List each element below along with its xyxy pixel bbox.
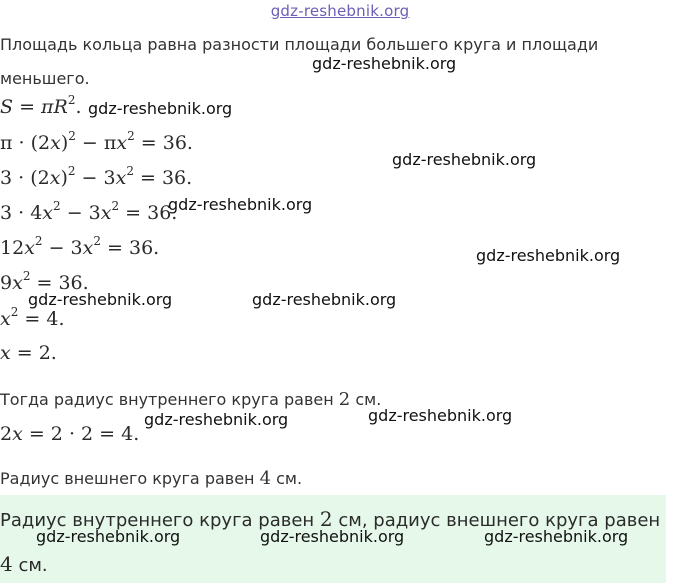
- variable-x: x: [116, 132, 128, 154]
- exponent: 2: [127, 129, 135, 143]
- formula-step-2: [0, 164, 193, 189]
- variable-x: x: [0, 308, 11, 330]
- site-header-link[interactable]: gdz-reshebnik.org: [270, 2, 410, 20]
- term: 9: [0, 272, 13, 294]
- variable-x: x: [12, 272, 23, 294]
- exponent: 2: [53, 199, 61, 213]
- equals-sign: =: [13, 96, 42, 118]
- exponent: 2: [10, 305, 19, 319]
- term: = 36.: [134, 132, 193, 154]
- watermark: gdz-reshebnik.org: [28, 290, 173, 309]
- exponent: 2: [67, 164, 76, 178]
- formula-step-4: [0, 234, 160, 259]
- exponent: 2: [22, 269, 31, 283]
- term: − 3: [75, 167, 116, 189]
- term: − 3: [60, 202, 101, 224]
- watermark: gdz-reshebnik.org: [168, 195, 313, 214]
- formula-step-8: [0, 423, 139, 445]
- term: − 3: [42, 237, 83, 259]
- term: = 4.: [18, 308, 65, 330]
- watermark: gdz-reshebnik.org: [252, 290, 397, 309]
- watermark: gdz-reshebnik.org: [88, 99, 233, 118]
- term: ): [60, 132, 69, 154]
- watermark: gdz-reshebnik.org: [368, 406, 513, 425]
- variable-x: x: [50, 132, 61, 154]
- term: = 2 · 2 = 4.: [22, 423, 140, 445]
- variable-x: x: [82, 237, 94, 259]
- radius-symbol: R: [53, 96, 68, 118]
- exponent: 2: [67, 93, 76, 107]
- area-symbol: S: [0, 96, 14, 118]
- term: 3 · (2: [0, 167, 50, 189]
- term: = 36.: [133, 167, 193, 189]
- term: = 36.: [101, 237, 160, 259]
- watermark: gdz-reshebnik.org: [36, 527, 181, 546]
- variable-x: x: [100, 202, 112, 224]
- term: − π: [75, 132, 117, 154]
- inner-radius-value: 2: [338, 389, 351, 410]
- formula-step-6: [0, 305, 65, 330]
- variable-x: x: [42, 202, 54, 224]
- variable-x: x: [49, 167, 61, 189]
- variable-x: x: [0, 342, 11, 364]
- inner-radius-sentence: [0, 389, 381, 410]
- intro-line-2: меньшего.: [0, 69, 90, 88]
- outer-radius-sentence: [0, 468, 302, 489]
- sentence-text: Радиус внешнего круга равен: [0, 469, 260, 488]
- variable-x: x: [12, 423, 23, 445]
- unit: см.: [12, 555, 48, 576]
- term: 12: [0, 237, 25, 259]
- term: ): [60, 167, 68, 189]
- watermark: gdz-reshebnik.org: [260, 527, 405, 546]
- intro-line-1: Площадь кольца равна разности площади большего круга и площади: [0, 35, 599, 54]
- exponent: 2: [68, 129, 76, 143]
- exponent: 2: [93, 234, 101, 248]
- term: = 2.: [10, 342, 57, 364]
- watermark: gdz-reshebnik.org: [484, 527, 629, 546]
- formula-circle-area: [0, 93, 82, 118]
- answer-outer-radius: 4: [0, 552, 13, 576]
- unit: см.: [350, 390, 382, 409]
- sentence-text: Тогда радиус внутреннего круга равен: [0, 390, 339, 409]
- watermark: gdz-reshebnik.org: [312, 54, 457, 73]
- term: = 36.: [30, 272, 89, 294]
- formula-step-1: [0, 129, 193, 154]
- watermark: gdz-reshebnik.org: [392, 150, 537, 169]
- term: π · (2: [0, 132, 51, 154]
- outer-radius-value: 4: [259, 468, 272, 489]
- unit: см.: [271, 469, 303, 488]
- answer-text: Радиус внутреннего круга равен: [0, 510, 320, 531]
- formula-step-7: [0, 342, 57, 364]
- term: 2: [0, 423, 13, 445]
- term: 3 · 4: [0, 202, 43, 224]
- term: = 36.: [119, 202, 178, 224]
- exponent: 2: [111, 199, 120, 213]
- formula-step-3: [0, 199, 178, 224]
- watermark: gdz-reshebnik.org: [476, 246, 621, 265]
- answer-text: см, радиус внешнего круга равен: [332, 510, 661, 531]
- exponent: 2: [126, 164, 134, 178]
- answer-inner-radius: 2: [319, 507, 333, 531]
- pi-symbol: π: [41, 96, 54, 118]
- period: .: [75, 96, 82, 118]
- variable-x: x: [115, 167, 127, 189]
- watermark: gdz-reshebnik.org: [144, 410, 289, 429]
- variable-x: x: [24, 237, 35, 259]
- answer-line-2: [0, 552, 48, 576]
- exponent: 2: [34, 234, 43, 248]
